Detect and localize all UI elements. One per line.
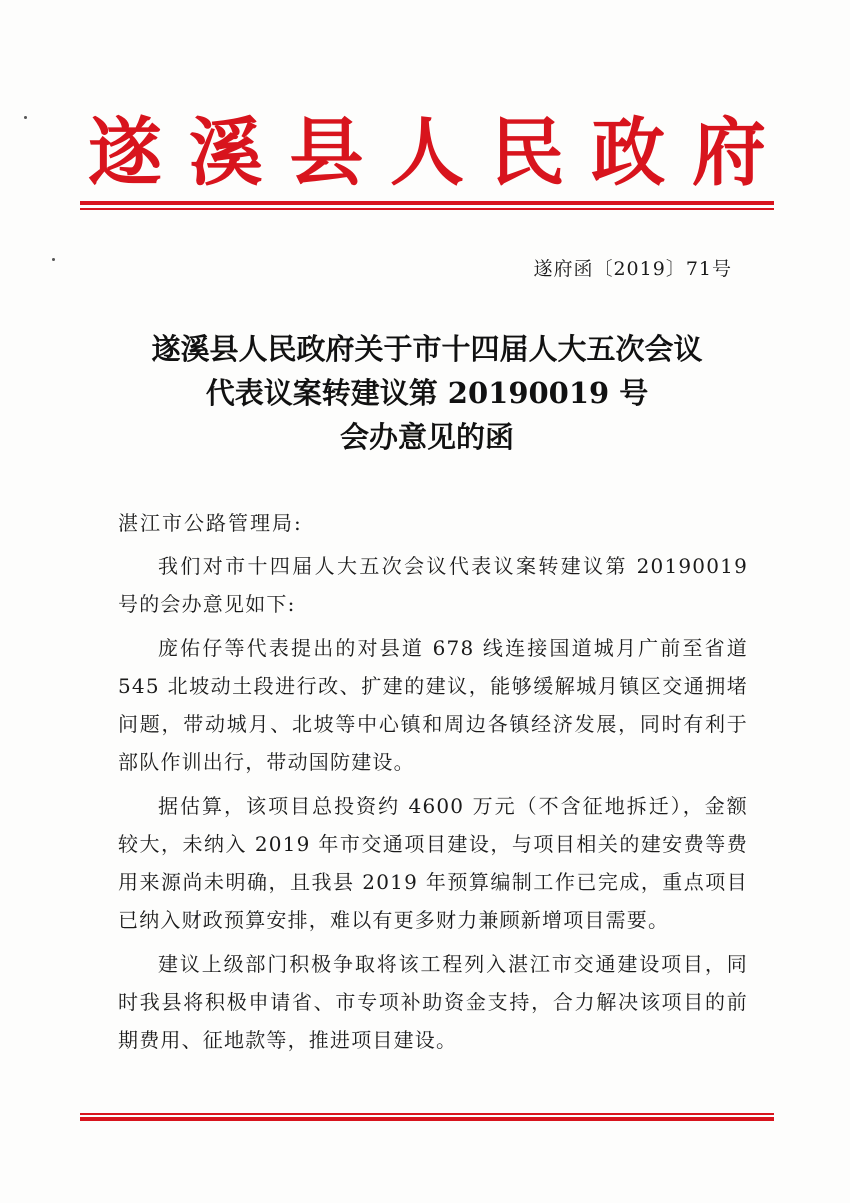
letterhead-char: 遂	[88, 110, 162, 196]
footer-divider-thin	[80, 1113, 774, 1115]
body-paragraph: 建议上级部门积极争取将该工程列入湛江市交通建设项目，同时我县将积极申请省、市专项补助资金支持，合力解决该项目的前期费用、征地款等，推进项目建设。	[118, 952, 748, 1052]
header-divider-thick	[80, 201, 774, 205]
letterhead-char: 府	[691, 110, 766, 196]
document-body	[118, 547, 748, 1059]
footer-divider-thick	[80, 1117, 774, 1121]
scan-speck	[24, 116, 27, 119]
letterhead-char: 政	[591, 110, 666, 196]
letterhead-char: 溪	[188, 110, 263, 196]
letterhead-char: 县	[289, 110, 364, 196]
header-divider-thin	[80, 208, 774, 210]
body-paragraph: 庞佑仔等代表提出的对县道 678 线连接国道城月广前至省道 545 北坡动土段进行改、扩建的建议，能够缓解城月镇区交通拥堵问题，带动城月、北坡等中心镇和周边各镇经济发展，同时有利于部队作训出行，带动国防建设。	[118, 636, 748, 774]
addressee: 湛江市公路管理局:	[118, 511, 303, 535]
scan-speck	[52, 258, 55, 261]
body-paragraph: 我们对市十四届人大五次会议代表议案转建议第 20190019 号的会办意见如下:	[118, 554, 748, 616]
body-paragraph: 据估算，该项目总投资约 4600 万元（不含征地拆迁），金额较大，未纳入 2019 年市交通项目建设，与项目相关的建安费等费用来源尚未明确，且我县 2019 年预算编制工作已完成，重点项目已纳入财政预算安排，难以有更多财力兼顾新增项目需要。	[118, 794, 748, 932]
letterhead-char: 民	[490, 110, 565, 196]
document-title	[80, 327, 774, 459]
title-line: 代表议案转建议第 20190019 号	[205, 376, 649, 410]
document-number: 遂府函〔2019〕71号	[533, 258, 732, 280]
title-line: 遂溪县人民政府关于市十四届人大五次会议	[151, 332, 703, 366]
letterhead-char: 人	[389, 110, 464, 196]
letterhead-title	[80, 108, 774, 198]
title-line: 会办意见的函	[339, 420, 514, 454]
